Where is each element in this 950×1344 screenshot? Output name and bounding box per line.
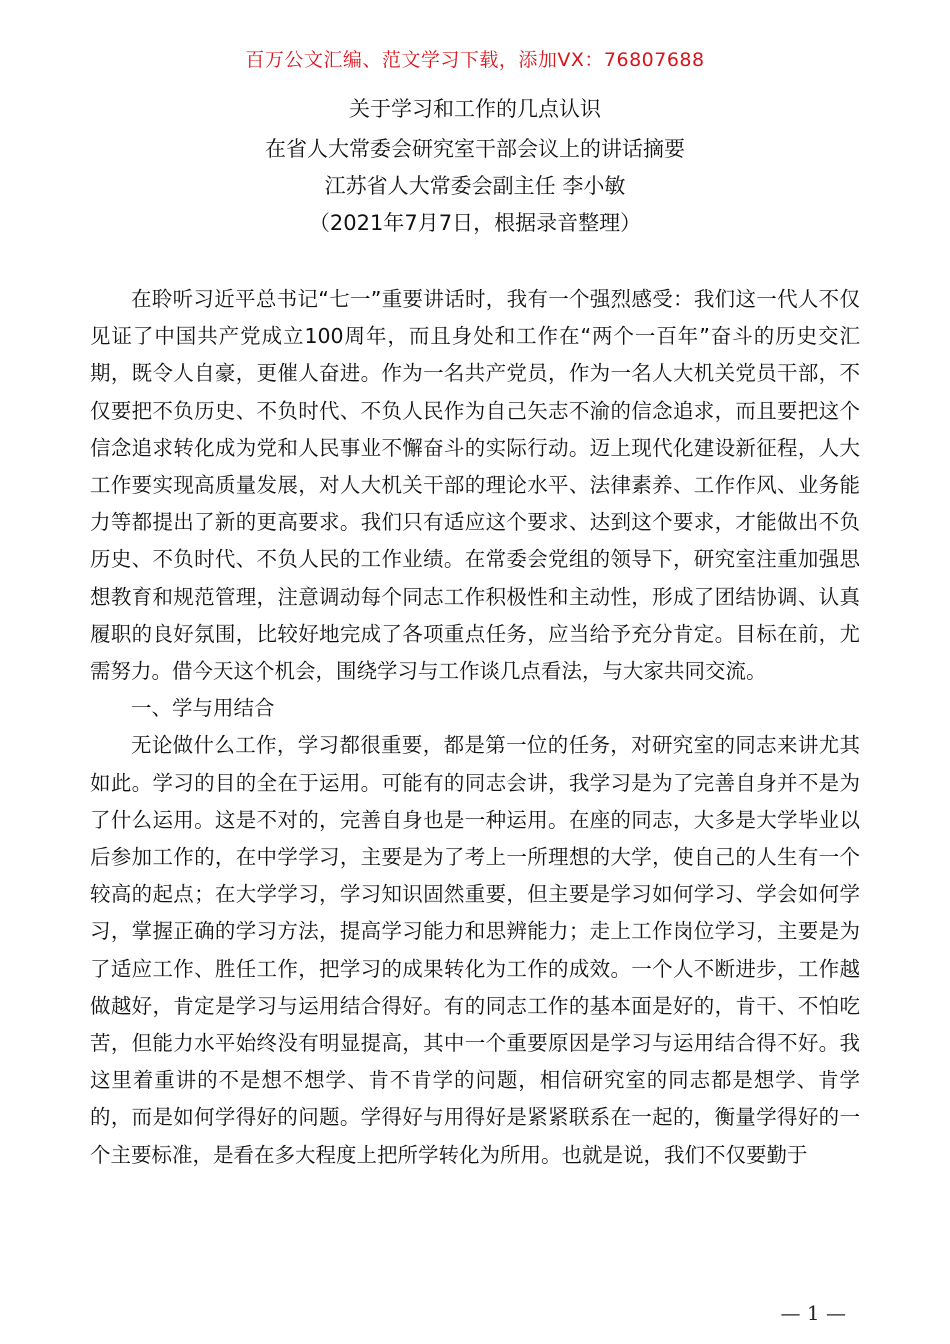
document-body (90, 281, 860, 1174)
document-date-note: （2021年7月7日，根据录音整理） (308, 211, 642, 235)
document-title: 关于学习和工作的几点认识 (349, 97, 601, 121)
document-author: 江苏省人大常委会副主任 李小敏 (324, 174, 626, 198)
watermark-banner: 百万公文汇编、范文学习下载，添加VX：76807688 (245, 49, 705, 71)
document-subtitle: 在省人大常委会研究室干部会议上的讲话摘要 (265, 137, 685, 161)
paragraph-section-1: 无论做什么工作，学习都很重要，都是第一位的任务，对研究室的同志来讲尤其如此。学习的目的全在于运用。可能有的同志会讲，我学习是为了完善自身并不是为了什么运用。这是不对的，完善自身也是一种运用。在座的同志，大多是大学毕业以后参加工作的，在中学学习，主要是为了考上一所理想的大学，使自己的人生有一个较高的起点；在大学学习，学习知识固然重要，但主要是学习如何学习、学会如何学习，掌握正确的学习方法，提高学习能力和思辨能力；走上工作岗位学习，主要是为了适应工作、胜任工作，把学习的成果转化为工作的成效。一个人不断进步，工作越做越好，肯定是学习与运用结合得好。有的同志工作的基本面是好的，肯干、不怕吃苦，但能力水平始终没有明显提高，其中一个重要原因是学习与运用结合得不好。我这里着重讲的不是想不想学、肯不肯学的问题，相信研究室的同志都是想学、肯学的，而是如何学得好的问题。学得好与用得好是紧紧联系在一起的，衡量学得好的一个主要标准，是看在多大程度上把所学转化为所用。也就是说，我们不仅要勤于 (90, 733, 860, 1167)
paragraph-intro: 在聆听习近平总书记“七一”重要讲话时，我有一个强烈感受：我们这一代人不仅见证了中国共产党成立100周年，而且身处和工作在“两个一百年”奋斗的历史交汇期，既令人自豪，更催人奋进。作为一名共产党员，作为一名人大机关党员干部，不仅要把不负历史、不负时代、不负人民作为自己矢志不渝的信念追求，而且要把这个信念追求转化成为党和人民事业不懈奋斗的实际行动。迈上现代化建设新征程，人大工作要实现高质量发展，对人大机关干部的理论水平、法律素养、工作作风、业务能力等都提出了新的更高要求。我们只有适应这个要求、达到这个要求，才能做出不负历史、不负时代、不负人民的工作业绩。在常委会党组的领导下，研究室注重加强思想教育和规范管理，注意调动每个同志工作积极性和主动性，形成了团结协调、认真履职的良好氛围，比较好地完成了各项重点任务，应当给予充分肯定。目标在前，尤需努力。借今天这个机会，围绕学习与工作谈几点看法，与大家共同交流。 (90, 287, 860, 684)
section-heading: 一、学与用结合 (131, 696, 275, 721)
page-number: — 1 — (780, 1301, 846, 1325)
